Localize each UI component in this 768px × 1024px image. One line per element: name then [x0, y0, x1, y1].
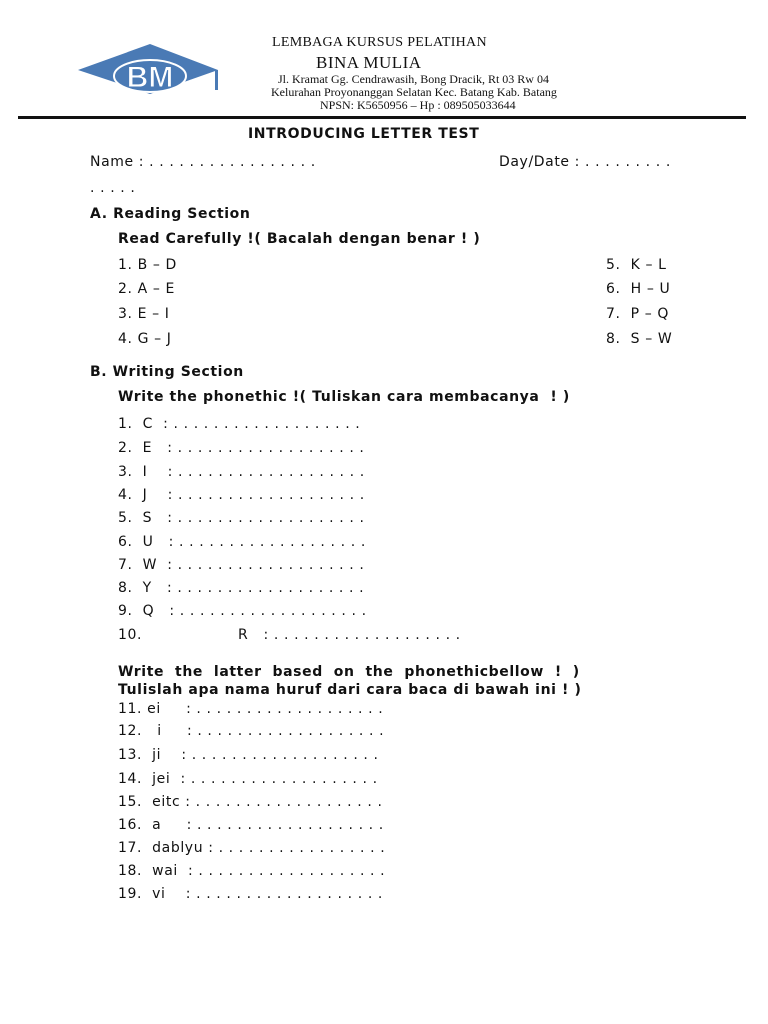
date-field-continued: . . . . . — [90, 180, 136, 196]
date-field: Day/Date : . . . . . . . . . — [499, 154, 671, 170]
header-divider — [18, 116, 746, 119]
list-item: 4. G – J — [118, 331, 172, 347]
list-item: 3. E – I — [118, 306, 170, 322]
list-item: 6. H – U — [606, 281, 671, 297]
list-item: 17. dablyu : . . . . . . . . . . . . . . . . . — [118, 840, 386, 856]
list-item: 3. I : . . . . . . . . . . . . . . . . . . . — [118, 464, 365, 480]
list-item: 19. vi : . . . . . . . . . . . . . . . . . . . — [118, 886, 383, 902]
list-item: 2. E : . . . . . . . . . . . . . . . . . . . — [118, 440, 365, 456]
section-a-heading: A. Reading Section — [90, 206, 251, 222]
list-item: 13. ji : . . . . . . . . . . . . . . . . . . . — [118, 747, 379, 763]
section-b-instruction-2: Write the latter based on the phonethicbellow ! ) — [118, 664, 580, 680]
list-item: 14. jei : . . . . . . . . . . . . . . . . . . . — [118, 771, 378, 787]
institution-name: BINA MULIA — [316, 53, 422, 72]
list-item: 4. J : . . . . . . . . . . . . . . . . . . . — [118, 487, 365, 503]
list-item: 7. P – Q — [606, 306, 670, 322]
list-item: 15. eitc : . . . . . . . . . . . . . . . . . . . — [118, 794, 383, 810]
contact-line: NPSN: K5650956 – Hp : 089505033644 — [320, 98, 516, 112]
list-item: 1. B – D — [118, 257, 177, 273]
page-title: INTRODUCING LETTER TEST — [248, 126, 480, 142]
section-b-instruction: Write the phonethic !( Tuliskan cara membacanya ! ) — [118, 389, 570, 405]
bina-mulia-logo — [74, 40, 222, 96]
institution-type: LEMBAGA KURSUS PELATIHAN — [272, 35, 487, 50]
logo-text: BM — [126, 61, 174, 94]
list-item: 18. wai : . . . . . . . . . . . . . . . . . . . — [118, 863, 386, 879]
section-a-instruction: Read Carefully !( Bacalah dengan benar ! ) — [118, 231, 481, 247]
list-item: 9. Q : . . . . . . . . . . . . . . . . . . . — [118, 603, 367, 619]
address-line-2: Kelurahan Proyonanggan Selatan Kec. Batang Kab. Batang — [271, 85, 557, 99]
name-field: Name : . . . . . . . . . . . . . . . . . — [90, 154, 316, 170]
section-b-heading: B. Writing Section — [90, 364, 244, 380]
list-item: 8. Y : . . . . . . . . . . . . . . . . . . . — [118, 580, 365, 596]
list-item: 12. i : . . . . . . . . . . . . . . . . . . . — [118, 723, 385, 739]
list-item: 8. S – W — [606, 331, 673, 347]
list-item: 2. A – E — [118, 281, 175, 297]
list-item: 5. K – L — [606, 257, 667, 273]
address-line-1: Jl. Kramat Gg. Cendrawasih, Bong Dracik, Rt 03 Rw 04 — [278, 72, 549, 86]
section-b-instruction-2-translation: Tulislah apa nama huruf dari cara baca di bawah ini ! ) — [118, 682, 582, 698]
list-item: 1. C : . . . . . . . . . . . . . . . . . . . — [118, 416, 361, 432]
list-item: 16. a : . . . . . . . . . . . . . . . . . . . — [118, 817, 384, 833]
list-item: 5. S : . . . . . . . . . . . . . . . . . . . — [118, 510, 365, 526]
list-item: 11. ei : . . . . . . . . . . . . . . . . . . . — [118, 701, 384, 717]
list-item: 6. U : . . . . . . . . . . . . . . . . . . . — [118, 534, 366, 550]
list-item: 10. R : . . . . . . . . . . . . . . . . . . . — [118, 627, 461, 643]
list-item: 7. W : . . . . . . . . . . . . . . . . . . . — [118, 557, 365, 573]
